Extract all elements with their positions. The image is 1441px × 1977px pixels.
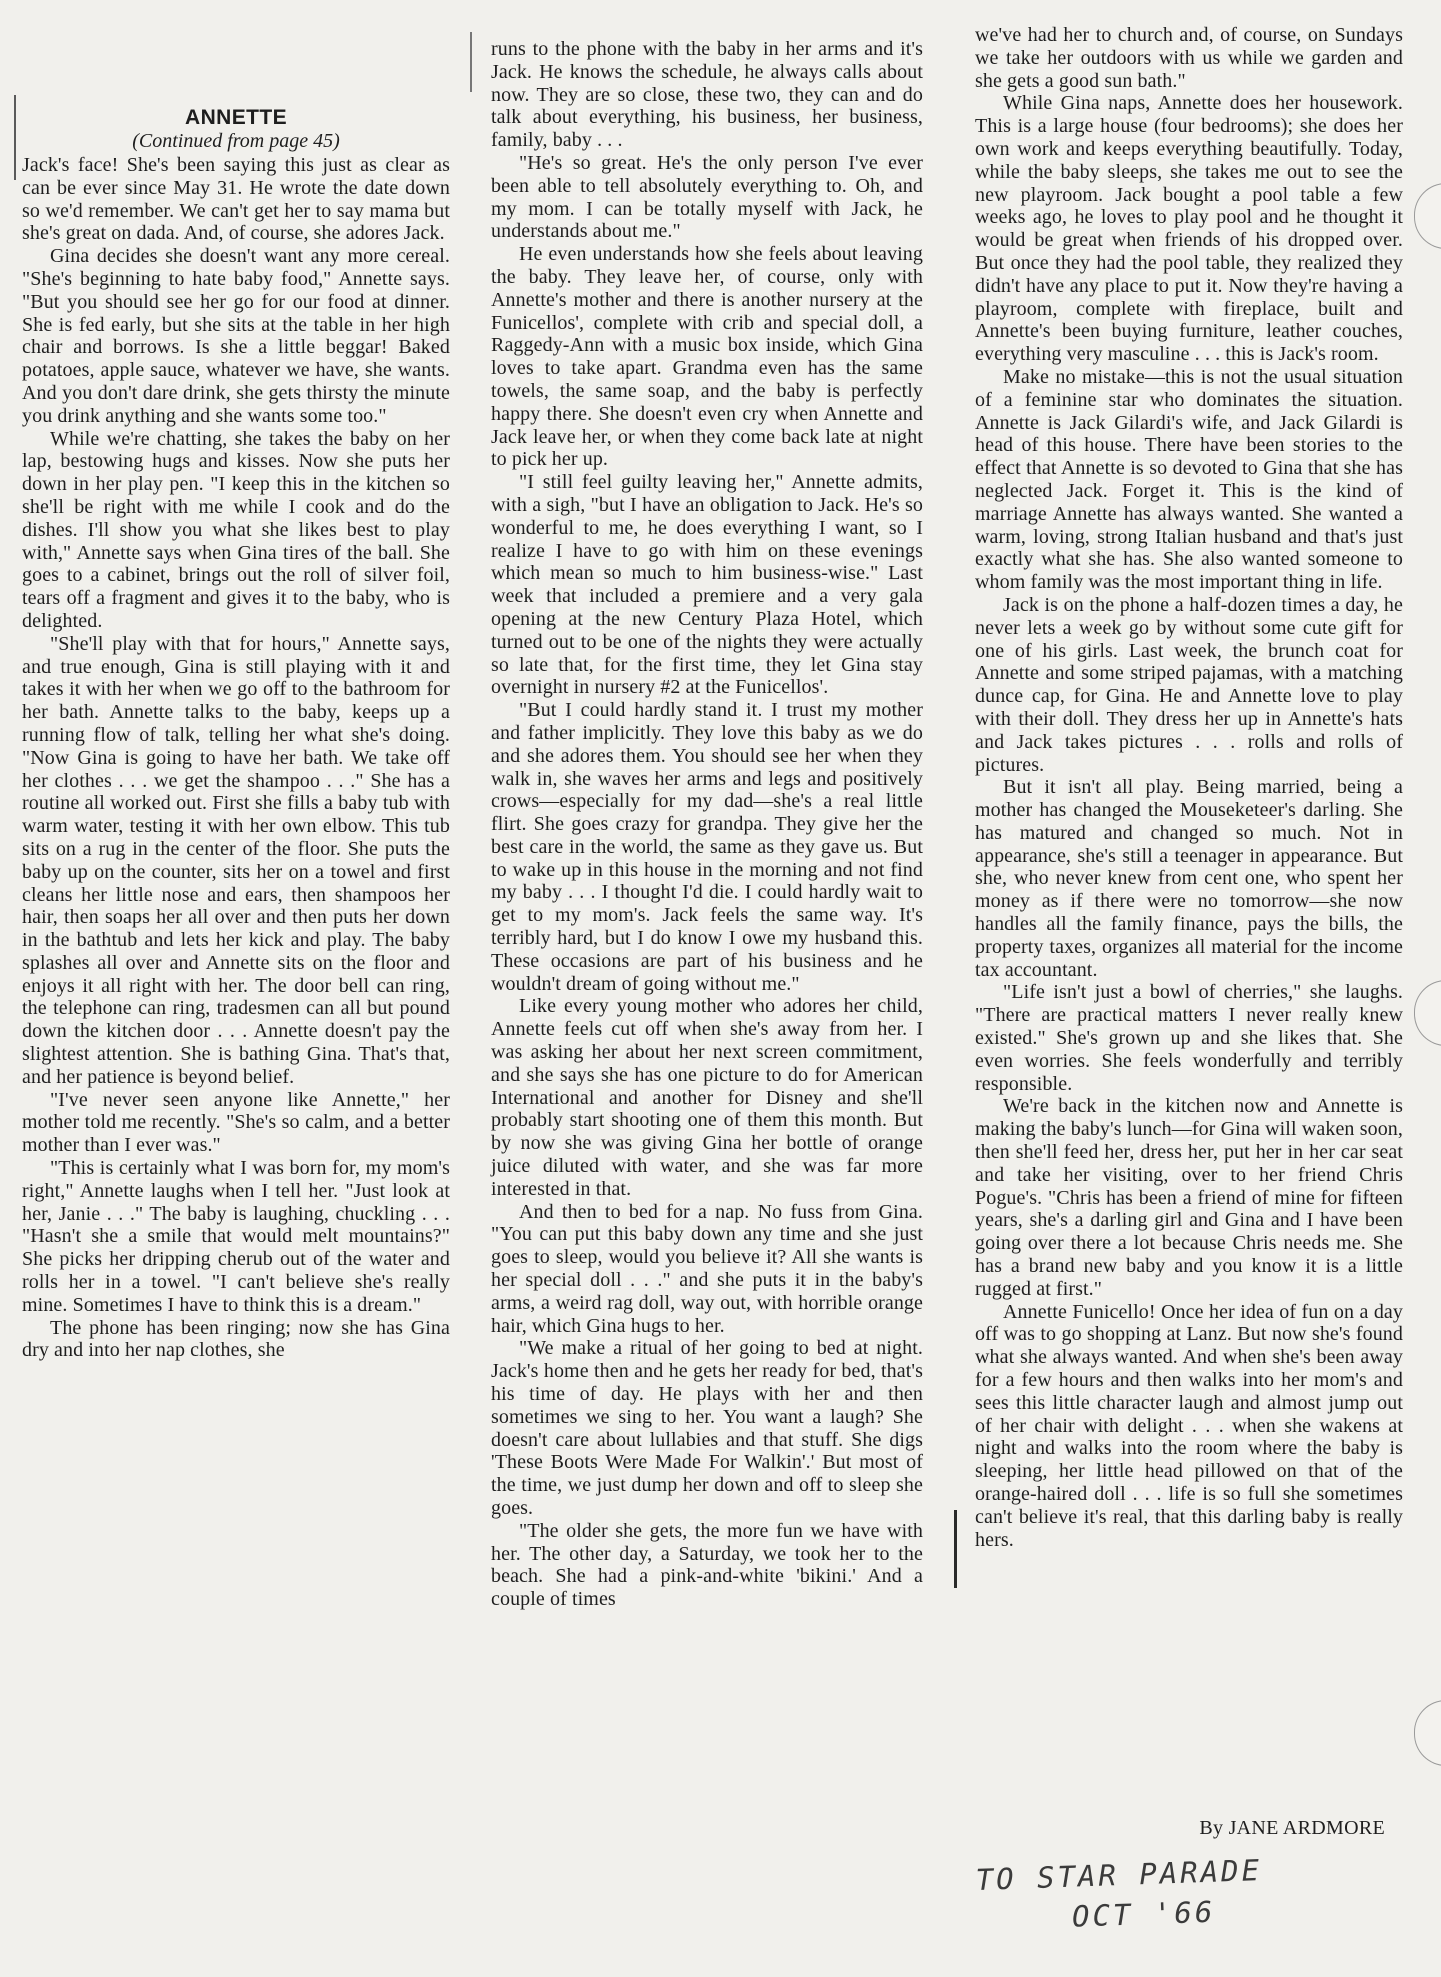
binder-hole-top [1414, 183, 1441, 249]
handwritten-source-note [975, 1850, 1264, 1940]
column-2-paragraph: "He's so great. He's the only person I've ever been able to tell absolutely everything to. Oh, and my mom. I can be totally myself with Jack, he understands about me." [491, 151, 923, 243]
column-2-paragraph: And then to bed for a nap. No fuss from Gina. "You can put this baby down any time and she just goes to sleep, would you believe it? All she wants is her special doll . . ." and she puts it in the baby's arms, a weird rag doll, way out, with horrible orange hair, which Gina hugs to her. [491, 1200, 923, 1337]
column-1-paragraph: The phone has been ringing; now she has Gina dry and into her nap clothes, she [22, 1316, 450, 1362]
column-2-paragraph: "But I could hardly stand it. I trust my mother and father implicitly. They love this baby as we do and she adores them. You should see her when they walk in, she waves her arms and legs and positively crows—especially for my dad—she's a real little flirt. She goes crazy for grandpa. They give her the best care in the world, the same as they gave us. But to wake up in this house in the morning and not find my baby . . . I thought I'd die. I could hardly wait to get to my mom's. Jack feels the same way. It's terribly hard, but I do know I owe my husband this. These occasions are part of his business and he wouldn't dream of going without me." [491, 699, 923, 995]
column-3-paragraph: Make no mistake—this is not the usual situation of a feminine star who dominates the situation. Annette is Jack Gilardi's wife, and Jack Gilardi is head of this house. There have been stories to the effect that Annette is so devoted to Gina that she has neglected Jack. Forget it. This is the kind of marriage Annette has always wanted. She wanted a warm, loving, strong Italian husband and that's just exactly what she has. She also wanted someone to whom family was the most important thing in life. [975, 365, 1403, 594]
column-2-paragraph: He even understands how she feels about leaving the baby. They leave her, of course, only with Annette's mother and there is another nursery at the Funicellos', complete with crib and special doll, a Raggedy-Ann with a music box inside, which Gina loves to take apart. Grandma even has the same towels, the same soap, and the baby is perfectly happy there. She doesn't even cry when Annette and Jack leave her, or when they come back late at night to pick her up. [491, 243, 923, 471]
column-2-paragraph: "I still feel guilty leaving her," Annette admits, with a sigh, "but I have an obligation to Jack. He's so wonderful to me, he does everything I want, so I realize I have to go with him on these evenings which mean so much to him business-wise." Last week that included a premiere and a very gala opening at the new Century Plaza Hotel, which turned out to be one of the nights they were actually so late that, for the first time, they let Gina stay overnight in nursery #2 at the Funicellos'. [491, 471, 923, 699]
column-2-paragraph: "We make a ritual of her going to bed at night. Jack's home then and he gets her ready for bed, that's his time of day. He plays with her and then sometimes we sing to her. You want a laugh? She doesn't care about lullabies and that stuff. She digs 'These Boots Were Made For Walkin'.' But most of the time, we just dump her down and off to sleep she goes. [491, 1337, 923, 1519]
article-headline: ANNETTE [185, 106, 287, 129]
column-3-paragraph: Jack is on the phone a half-dozen times a day, he never lets a week go by without some cute gift for one of his girls. Last week, the brunch coat for Annette and some striped pajamas, with a matching dunce cap, for Gina. He and Annette love to play with their doll. They dress her up in Annette's hats and Jack takes pictures . . . rolls and rolls of pictures. [975, 593, 1403, 776]
left-column-rule [14, 95, 16, 180]
column-3-paragraph: We're back in the kitchen now and Annette is making the baby's lunch—for Gina will waken soon, then she'll feed her, dress her, put her in her car seat and take her visiting, over to her friend Chris Pogue's. "Chris has been a friend of mine for fifteen years, she's a darling girl and Gina and I have been going over there a lot because Chris needs me. She has a brand new baby and you know it is a little rugged at first." [975, 1095, 1403, 1300]
column-2-paragraph: runs to the phone with the baby in her arms and it's Jack. He knows the schedule, he always calls about now. They are so close, these two, they can and do talk about everything, his business, her business, family, baby . . . [491, 38, 923, 152]
column-1-paragraph: "She'll play with that for hours," Annette says, and true enough, Gina is still playing with it and takes it with her when we go off to the bathroom for her bath. Annette talks to the baby, keeps up a running flow of talk, telling her what she's doing. "Now Gina is going to have her bath. We take off her clothes . . . we get the shampoo . . ." She has a routine all worked out. First she fills a baby tub with warm water, testing it with her own elbow. This tub sits on a rug in the center of the floor. She puts the baby up on the counter, sits her on a towel and first cleans her little nose and ears, then shampoos her hair, then soaps her all over and then puts her down in the bathtub and lets her kick and play. The baby splashes all over and Annette sits on the floor and enjoys it all right with her. The door bell can ring, the telephone can ring, tradesmen can all but pound down the kitchen door . . . Annette doesn't pay the slightest attention. She is bathing Gina. That's that, and her patience is beyond belief. [22, 632, 450, 1088]
binder-hole-bottom [1414, 1700, 1441, 1766]
article-column-1 [22, 154, 450, 1362]
column-3-paragraph: "Life isn't just a bowl of cherries," she laughs. "There are practical matters I never really knew existed." She's grown up and she likes that. She even worries. She feels wonderfully and terribly responsible. [975, 981, 1403, 1095]
column-1-paragraph: "I've never seen anyone like Annette," her mother told me recently. "She's so calm, and a better mother than I ever was." [22, 1088, 450, 1157]
center-column-rule-top [470, 32, 472, 92]
handwritten-note-line: TO STAR PARADE [975, 1853, 1263, 1897]
article-column-3 [975, 24, 1403, 1551]
column-1-paragraph: Jack's face! She's been saying this just as clear as can be ever since May 31. He wrote the date down so we'd remember. We can't get her to say mama but she's great on dada. And, of course, she adores Jack. [22, 154, 450, 245]
column-3-paragraph: Annette Funicello! Once her idea of fun on a day off was to go shopping at Lanz. But now she's found what she always wanted. And when she's been away for a few hours and then walks into her mom's and sees this little character laugh and almost jump out of her chair with delight . . . when she wakens at night and walks into the room where the baby is sleeping, her little head pillowed on that of the orange-haired doll . . . life is so full she sometimes can't believe it's real, that this darling baby is really hers. [975, 1300, 1403, 1551]
column-2-paragraph: Like every young mother who adores her child, Annette feels cut off when she's away from her. I was asking her about her next screen commitment, and she says she has one picture to do for American International and another for Disney and she'll probably start shooting one of them this month. But by now she was giving Gina her bottle of orange juice diluted with water, and she was far more interested in that. [491, 995, 923, 1200]
column-1-paragraph: Gina decides she doesn't want any more cereal. "She's beginning to hate baby food," Annette says. "But you should see her go for our food at dinner. She is fed early, but she sits at the table in her high chair and borrows. Is she a little beggar! Baked potatoes, apple sauce, whatever we have, she wants. And you don't dare drink, she gets thirsty the minute you drink anything and she wants some too." [22, 245, 450, 427]
binder-hole-middle [1414, 980, 1441, 1046]
column-1-paragraph: "This is certainly what I was born for, my mom's right," Annette laughs when I tell her. "Just look at her, Janie . . ." The baby is laughing, chuckling . . . "Hasn't she a smile that would melt mountains?" She picks her dripping cherub out of the water and rolls her in a towel. "I can't believe she's really mine. Sometimes I have to think this is a dream." [22, 1157, 450, 1316]
article-byline: By JANE ARDMORE [1199, 1817, 1385, 1839]
column-1-paragraph: While we're chatting, she takes the baby on her lap, bestowing hugs and kisses. Now she puts her down in her play pen. "I keep this in the kitchen so she'll be right with me while I cook and do the dishes. I'll show you what she likes best to play with," Annette says when Gina tires of the ball. She goes to a cabinet, brings out the roll of silver foil, tears off a fragment and gives it to the baby, who is delighted. [22, 427, 450, 632]
column-3-paragraph: While Gina naps, Annette does her housework. This is a large house (four bedrooms); she does her own work and keeps everything beautifully. Today, while the baby sleeps, she takes me out to see the new playroom. Jack bought a pool table a few weeks ago, he loves to play pool and he thought it would be great when friends of his dropped over. But once they had the pool table, they realized they didn't have any place to put it. Now they're having a playroom, complete with fireplace, built and Annette's been buying furniture, leather couches, everything very masculine . . . this is Jack's room. [975, 92, 1403, 366]
continued-from-line: (Continued from page 45) [132, 130, 340, 152]
article-column-2 [491, 38, 923, 1611]
column-2-paragraph: "The older she gets, the more fun we have with her. The other day, a Saturday, we took her to the beach. She had a pink-and-white 'bikini.' And a couple of times [491, 1519, 923, 1611]
column-3-paragraph: But it isn't all play. Being married, being a mother has changed the Mouseketeer's darling. She has matured and changed so much. Not in appearance, she's still a teenager in appearance. But she, who never knew from cent one, who spent her money as if there were no tomorrow—she now handles all the family finance, pays the bills, the property taxes, organizes all material for the income tax accountant. [975, 776, 1403, 981]
handwritten-margin-mark [954, 1510, 957, 1588]
handwritten-note-line: OCT '66 [1071, 1894, 1216, 1934]
column-3-paragraph: we've had her to church and, of course, on Sundays we take her outdoors with us while we garden and she gets a good sun bath." [975, 24, 1403, 92]
